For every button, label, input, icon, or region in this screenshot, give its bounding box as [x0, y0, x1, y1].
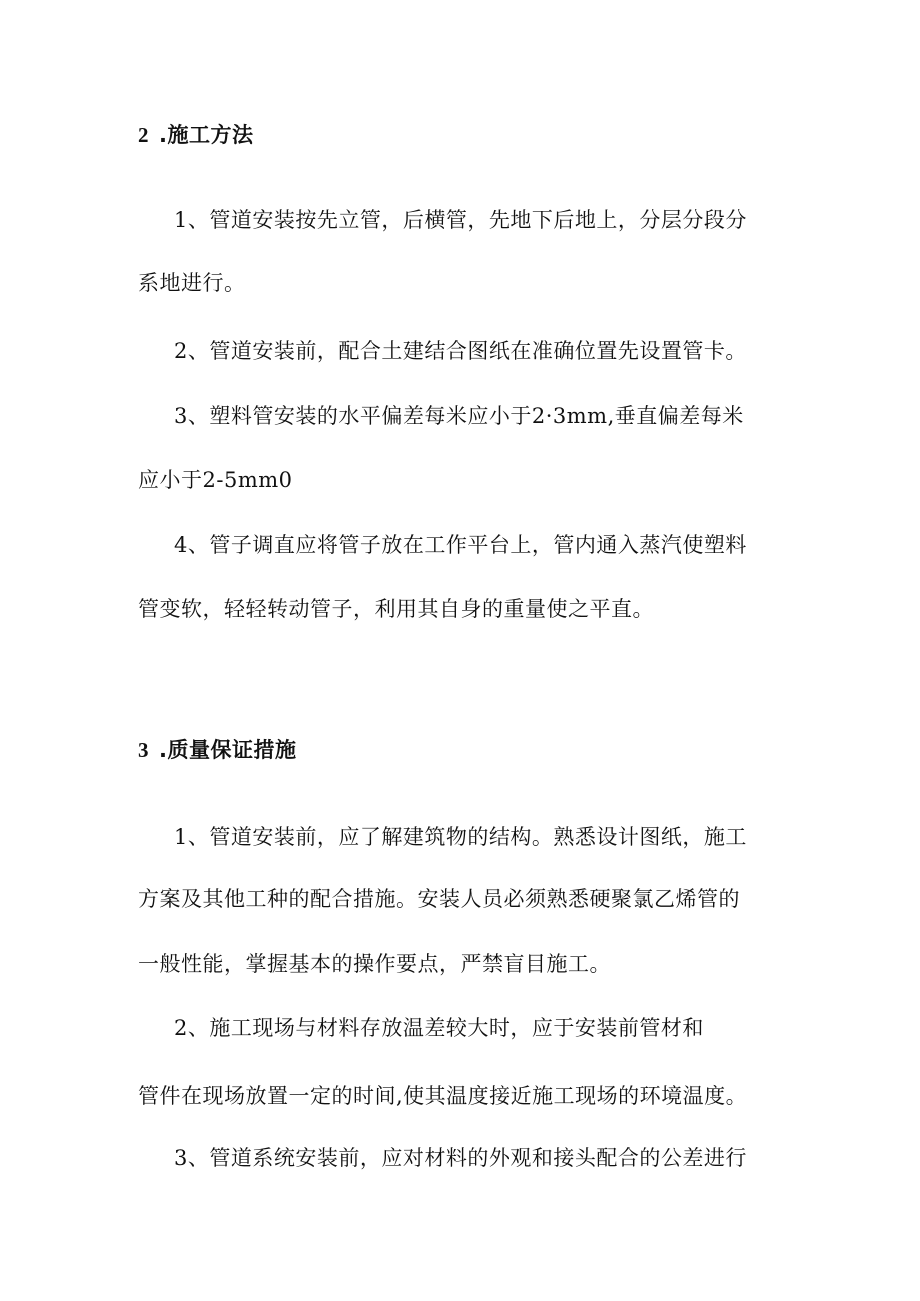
section-3-line-6: 3、管道系统安装前，应对材料的外观和接头配合的公差进行	[174, 1146, 747, 1170]
section-3-line-5: 管件在现场放置一定的时间,使其温度接近施工现场的环境温度。	[138, 1084, 748, 1108]
section-2-line-6: 4、管子调直应将管子放在工作平台上，管内通入蒸汽使塑料	[174, 533, 747, 557]
section-2-line-3: 2、管道安装前，配合土建结合图纸在准确位置先设置管卡。	[174, 339, 747, 363]
section-3-heading	[138, 735, 296, 765]
section-2-number: 2	[138, 123, 149, 147]
section-2-line-4: 3、塑料管安装的水平偏差每米应小于2·3mm,垂直偏差每米	[174, 404, 744, 428]
section-3-line-1: 1、管道安装前，应了解建筑物的结构。熟悉设计图纸，施工	[174, 825, 747, 849]
section-2-heading	[138, 120, 253, 150]
section-2-line-2: 系地进行。	[138, 271, 246, 295]
section-3-title: .质量保证措施	[159, 738, 297, 762]
section-3-line-4: 2、施工现场与材料存放温差较大时，应于安装前管材和	[174, 1016, 704, 1040]
section-2-line-5: 应小于2-5mm0	[138, 468, 293, 492]
section-2-title: .施工方法	[159, 123, 254, 147]
section-3-line-2: 方案及其他工种的配合措施。安装人员必须熟悉硬聚氯乙烯管的	[138, 887, 740, 911]
section-2-line-1: 1、管道安装按先立管，后横管，先地下后地上，分层分段分	[174, 208, 747, 232]
section-3-line-3: 一般性能，掌握基本的操作要点，严禁盲目施工。	[138, 952, 611, 976]
section-3-number: 3	[138, 738, 149, 762]
section-2-line-7: 管变软，轻轻转动管子，利用其自身的重量使之平直。	[138, 597, 654, 621]
